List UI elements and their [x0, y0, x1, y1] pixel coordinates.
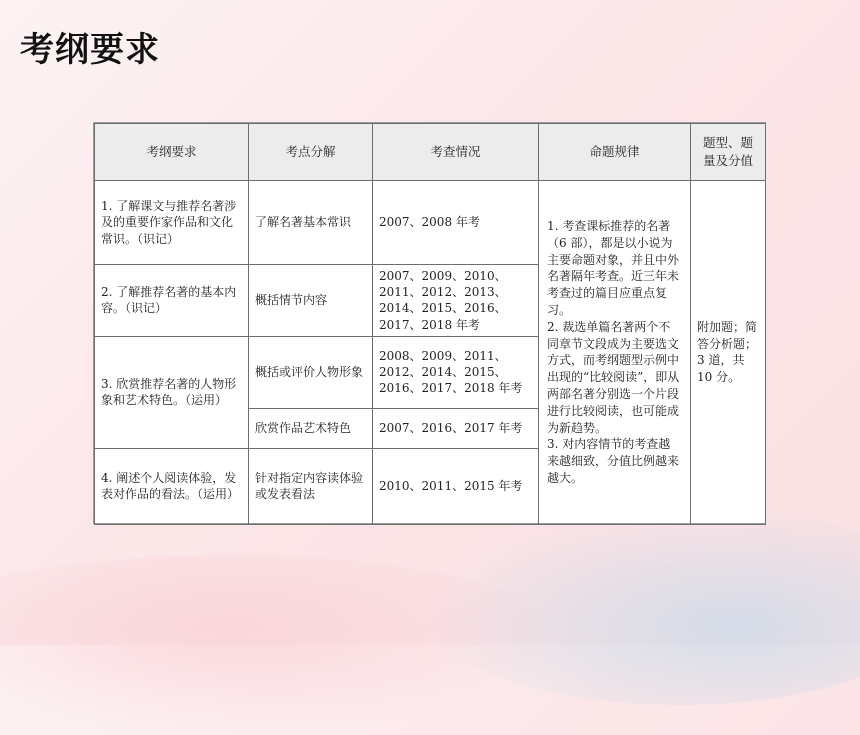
cell-type: 附加题；简答分析题；3 道，共 10 分。 — [691, 181, 766, 525]
cell-requirement: 2. 了解推荐名著的基本内容。（识记） — [95, 265, 249, 337]
header-situation: 考查情况 — [373, 124, 539, 181]
cell-requirement: 3. 欣赏推荐名著的人物形象和艺术特色。（运用） — [95, 336, 249, 448]
cell-rule — [539, 181, 691, 525]
cell-situation: 2007、2016、2017 年考 — [373, 408, 539, 448]
table-header-row — [95, 124, 766, 181]
cell-point: 概括或评价人物形象 — [249, 336, 373, 408]
cell-requirement: 1. 了解课文与推荐名著涉及的重要作家作品和文化常识。（识记） — [95, 181, 249, 265]
cell-point: 针对指定内容读体验或发表看法 — [249, 448, 373, 524]
header-rule: 命题规律 — [539, 124, 691, 181]
syllabus-table-frame — [93, 122, 766, 524]
cell-situation: 2010、2011、2015 年考 — [373, 448, 539, 524]
rule-line-3: 3. 对内容情节的考查越来越细致，分值比例越来越大。 — [547, 437, 680, 485]
cell-requirement: 4. 阐述个人阅读体验，发表对作品的看法。（运用） — [95, 448, 249, 524]
table-row — [95, 181, 766, 265]
cell-situation: 2007、2008 年考 — [373, 181, 539, 265]
page-title: 考纲要求 — [20, 30, 160, 70]
cell-point: 欣赏作品艺术特色 — [249, 408, 373, 448]
cell-point: 概括情节内容 — [249, 265, 373, 337]
syllabus-table — [94, 123, 766, 525]
rule-line-2: 2. 裁选单篇名著两个不同章节文段成为主要选文方式，而考纲题型示例中出现的“比较阅读”，即从两部名著分别选一个片段进行比较阅读，也可能成为新趋势。 — [547, 319, 680, 435]
cell-situation: 2008、2009、2011、2012、2014、2015、2016、2017、2018 年考 — [373, 336, 539, 408]
cell-situation: 2007、2009、2010、2011、2012、2013、2014、2015、2016、2017、2018 年考 — [373, 265, 539, 337]
rule-line-1: 1. 考查课标推荐的名著（6 部），都是以小说为主要命题对象，并且中外名著隔年考查。近三年未考查过的篇目应重点复习。 — [547, 219, 680, 317]
cell-point: 了解名著基本常识 — [249, 181, 373, 265]
header-requirement: 考纲要求 — [95, 124, 249, 181]
header-point: 考点分解 — [249, 124, 373, 181]
header-type: 题型、题量及分值 — [691, 124, 766, 181]
